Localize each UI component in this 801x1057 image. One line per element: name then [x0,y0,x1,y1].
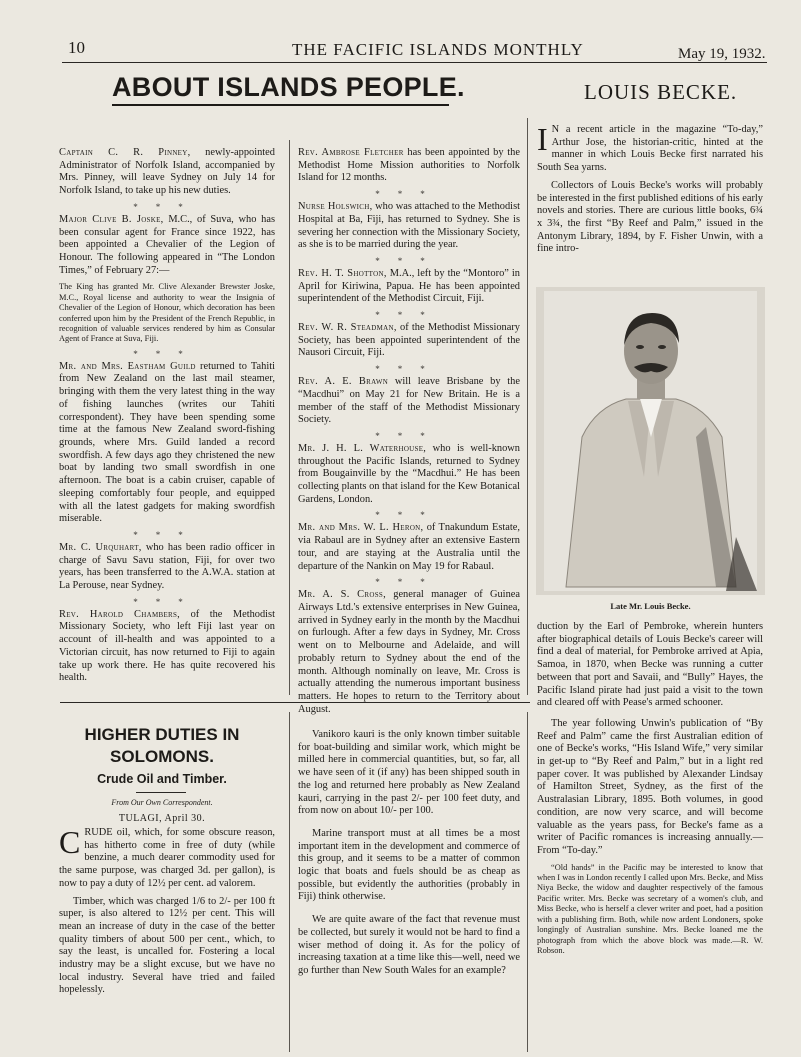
item-pinney: Captain C. R. Pinney, newly-appointed Administrator of Norfolk Island, accompanied by Mrs. Pinney, will leave Sydney on July 14 for Norfolk Island, to take up his new duties. [59,147,275,197]
becke-column-bottom [537,621,763,961]
separator-stars: *** [133,596,201,607]
item-waterhouse: Mr. J. H. L. Waterhouse, who is well-known throughout the Pacific Islands, returned to Sydney from Bougainville by the “Macdhui.” He has been collecting plants on that island for the Kew Botanical Gardens, London. [298,442,520,505]
duties-kauri: Vanikoro kauri is the only known timber suitable for boat-building and similar work, which might be milled here in commercial quantities, but, so far, all we have seen of it (if any) has been shipped south in the log and returned here probably as New Zealand kauri, carrying in the past 2/- per 100 feet duty, and from now on about 10/- per 100. [298,729,520,817]
separator-stars: *** [133,529,201,540]
drop-cap: C [59,824,81,860]
separator-stars: *** [375,577,443,588]
duties-transport: Marine transport must at all times be a most important item in the development and commerce of this group, and it seems to be a matter of common logic that boats and fuels should be as cheap as possible, but evidently the authorities (probably in Fiji) think otherwise. [298,827,520,903]
column-rule-3 [289,712,290,1052]
separator-stars: *** [133,348,201,359]
duties-column-2 [298,729,520,983]
duties-timber: Timber, which was charged 1/6 to 2/- per 100 ft super, is also altered to 12½ per cent. This will mean an increase of duty in the case of the better quality timbers of about 500 per cent., which, to say the least, is uncalled for. Fostering a local industry may be a slight excuse, but we have no local industry. Several have tried and failed hopelessly. [59,895,275,996]
separator-stars: *** [375,310,443,321]
times-quote: The King has granted Mr. Clive Alexander Brewster Joske, M.C., Royal license and authority to wear the Insignia of Chevalier of the Legion of Honour, which decoration has been conferred upon him by the President of the French Republic, in recognition of valuable services rendered by him as Consular Agent of France at Suva, Fiji. [59,282,275,344]
becke-robson-note: “Old hands” in the Pacific may be interested to know that when I was in London recently I called upon Mrs. Becke, and Miss Niya Becke, the widow and daughter respectively of the famous Pacific writer. Mrs. Becke was secretary of a women's club, and Miss Becke, who is herself a clever writer and poet, had a position with a publishing firm. Both, while now ardent Londoners, spoke longingly of Australian sunshine. Mrs. Becke loaned me the photograph from which the above block was made.—R. W. Robson. [537,862,763,955]
duties-heading: HIGHER DUTIES IN SOLOMONS. [84,725,240,766]
item-shotton: Rev. H. T. Shotton, M.A., left by the “Montoro” in April for Kiriwina, Papua. He has been appointed superintendent of the Methodist Circuit, Fiji. [298,267,520,305]
separator-stars: *** [375,430,443,441]
drop-cap: I [537,121,548,157]
becke-pembroke: duction by the Earl of Pembroke, wherein hunters after biographical details of Louis Becke's career will find a deal of material, for Pembroke arrived at Apia, Samoa, in 1870, when Becke was running a cutter between that port and Savaii, and “Bully” Hayes, the Pacific Island pirate had just paid a visit to the town and cleared off with Pease's armed schooner. [537,621,763,709]
header-rule [62,62,767,63]
about-column-1 [59,147,275,690]
portrait-caption: Late Mr. Louis Becke. [610,601,691,611]
item-guild: Mr. and Mrs. Eastham Guild returned to Tahiti from New Zealand on the last mail steamer, bringing with them the very latest thing in the way of fishing launches (writes our Tahiti correspondent). They have been spending some time at the famous New Zealand sword-fishing grounds, where Mrs. Guild landed a record swordfish. A few days ago they christened the new boat by landing two small swordfish in one afternoon. The boat is a cabin cruiser, capable of sleeping comfortably four people, and equipped with all the latest gadgets for making swordfish miserable. [59,360,275,525]
separator-stars: *** [375,189,443,200]
publication-title: THE FACIFIC ISLANDS MONTHLY [292,40,584,59]
about-column-2 [298,147,520,721]
item-urquhart: Mr. C. Urquhart, who has been radio officer in charge of Savu Savu station, Fiji, for over two years, has been transferred to the A.W.A. station at La Perouse, near Sydney. [59,541,275,592]
becke-column-top [537,121,763,261]
issue-date: May 19, 1932. [678,46,766,62]
becke-intro: I N a recent article in the magazine “To-day,” Arthur Jose, the historian-critic, hinted at the manner in which Louis Becke first narrated his South Sea yarns. [537,121,763,174]
item-heron: Mr. and Mrs. W. L. Heron, of Tnakundum Estate, via Rabaul are in Sydney after an extensive Eastern tour, and are staying at the Australia until the departure of the Nankin on May 19 for Rabaul. [298,522,521,572]
duties-subheading: Crude Oil and Timber. [97,772,227,786]
becke-heading: LOUIS BECKE. [584,80,738,104]
separator-stars: *** [375,255,443,266]
page-number: 10 [68,38,85,57]
separator-stars: *** [375,510,443,521]
duties-column-1 [59,824,275,1002]
duties-byline: From Our Own Correspondent. [111,798,213,807]
separator-stars: *** [133,201,201,212]
column-rule-4 [527,712,528,1052]
duties-crude-oil: CRUDE oil, which, for some obscure reason, has hitherto come in free of duty (while benzine, a much dearer commodity used for the same purpose, was charged 3d. per gallon), is now to pay a duty of 12½ per cent. ad valorem. [59,824,275,889]
about-heading: ABOUT ISLANDS PEOPLE. [112,72,465,102]
becke-collectors: Collectors of Louis Becke's works will probably be interested in the first published editions of his early novels and stories. There are curious little books, 6¾ x 3¾, the first “By Reef and Palm,” issued in the Antonym Library, 1894, by F. Fisher Unwin, with a fine intro- [537,179,763,255]
item-chambers: Rev. Harold Chambers, of the Methodist Missionary Society, who left Fiji last year on account of ill-health and was appointed to a Victorian circuit, has now returned to Fiji to again take up work there. He has quite recovered his health. [59,608,275,684]
becke-portrait [536,287,765,595]
becke-unwin: The year following Unwin's publication of “By Reef and Palm” came the first Australian edition of one of Becke's works, “His Island Wife,” very similar in get-up to “By Reef and Palm,” but in a light red paper cover. It was published by Alexander Lindsay of Hamilton Street, Sydney, as the first of the Australasian Library, 1895. Both volumes, in good condition, are now very scarce, and will become valuable as the years pass, for Becke's fame as a writer of Pacific romances is increasing annually.—From “To-day.” [537,717,763,856]
about-heading-underline [112,104,449,106]
column-rule-1 [289,140,290,695]
item-steadman: Rev. W. R. Steadman, of the Methodist Missionary Society, has been appointed superintendent of the Nausori Circuit, Fiji. [298,322,520,359]
subheading-rule [136,792,186,793]
separator-stars: *** [375,364,443,375]
item-joske: Major Clive B. Joske, M.C., of Suva, who has been consular agent for France since 1922, has been appointed a Chevalier of the Legion of Honour. The following appeared in “The London Times,” of February 27:— [59,213,276,276]
item-fletcher: Rev. Ambrose Fletcher has been appointed by the Methodist Home Mission authorities to Norfolk Island for 12 months. [298,147,520,184]
item-brawn: Rev. A. E. Brawn will leave Brisbane by the “Macdhui” on May 21 for New Britain. He is a member of the staff of the Methodist Missionary Society. [298,376,520,426]
item-cross: Mr. A. S. Cross, general manager of Guinea Airways Ltd.'s extensive enterprises in New Guinea, arrived in Sydney early in the month by the Macdhui on furlough. After a few days in Sydney, Mr. Cross went on to Melbourne and Adelaide, and will probably return to Sydney about the end of the month. Although nominally on leave, Mr. Cross is actually attending the numerous important business matters. He hopes to return to the Territory about August. [298,589,520,715]
duties-dateline: TULAGI, April 30. [118,813,206,824]
duties-revenue: We are quite aware of the fact that revenue must be collected, but surely it would not be hard to find a wiser method of doing it. As for the policy of increasing taxation at a time like this—well, need we go further than New South Wales for an example? [298,914,520,976]
column-rule-2 [527,118,528,695]
item-holswich: Nurse Holswich, who was attached to the Methodist Hospital at Ba, Fiji, has returned to Sydney. She is severing her connection with the Missionary Society, as she is to be married during the year. [298,201,520,251]
